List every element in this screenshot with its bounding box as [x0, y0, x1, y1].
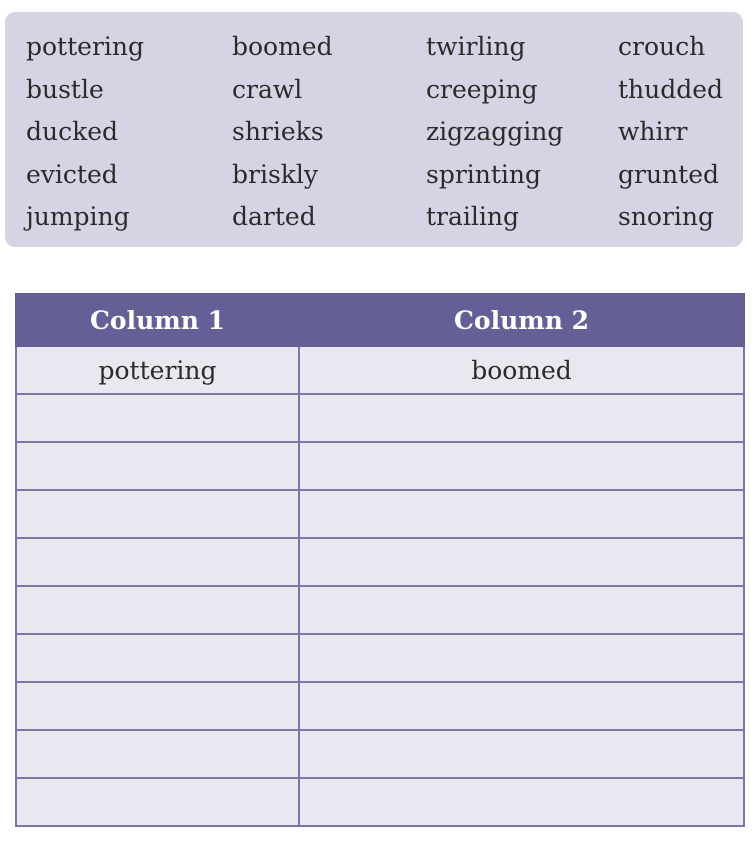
table-header-row — [16, 294, 744, 346]
table-cell[interactable] — [299, 442, 744, 490]
table-row — [16, 346, 744, 394]
word-bank-column-1 — [26, 30, 144, 243]
table-row — [16, 538, 744, 586]
word-item: thudded — [618, 74, 724, 104]
table-row — [16, 778, 744, 826]
table-cell[interactable] — [16, 586, 299, 634]
word-item: crawl — [232, 74, 303, 104]
table-cell[interactable] — [299, 634, 744, 682]
table-row — [16, 730, 744, 778]
table-row — [16, 634, 744, 682]
table-row — [16, 586, 744, 634]
word-item: zigzagging — [426, 117, 564, 146]
word-item: ducked — [26, 117, 119, 146]
word-item: darted — [232, 202, 316, 231]
table-row — [16, 682, 744, 730]
word-item: twirling — [426, 32, 526, 61]
word-bank-column-3 — [426, 30, 563, 243]
table-cell[interactable] — [299, 586, 744, 634]
word-item: grunted — [618, 159, 720, 189]
word-item: jumping — [26, 202, 130, 231]
table-row — [16, 442, 744, 490]
table-cell[interactable] — [16, 682, 299, 730]
table-cell[interactable] — [299, 538, 744, 586]
word-item: boomed — [232, 32, 333, 61]
word-bank-column-4 — [618, 30, 723, 243]
table-cell[interactable] — [16, 442, 299, 490]
table-row — [16, 490, 744, 538]
table-cell[interactable] — [299, 730, 744, 778]
table-row — [16, 394, 744, 442]
table-cell[interactable] — [299, 394, 744, 442]
word-bank-column-2 — [232, 30, 333, 243]
table-cell[interactable] — [16, 538, 299, 586]
table-cell[interactable] — [299, 490, 744, 538]
word-item: briskly — [232, 159, 319, 189]
table-cell[interactable] — [16, 634, 299, 682]
word-item: bustle — [26, 74, 104, 104]
word-item: whirr — [618, 117, 688, 146]
table-cell[interactable] — [16, 490, 299, 538]
table-cell[interactable] — [16, 394, 299, 442]
word-item: shrieks — [232, 117, 324, 146]
word-item: pottering — [26, 32, 144, 61]
word-item: crouch — [618, 32, 706, 61]
table-cell[interactable] — [299, 682, 744, 730]
word-item: sprinting — [426, 159, 542, 189]
word-bank — [5, 12, 743, 247]
word-item: trailing — [426, 202, 519, 231]
table-cell[interactable] — [299, 778, 744, 826]
table-cell[interactable]: boomed — [299, 346, 744, 394]
table-cell[interactable] — [16, 730, 299, 778]
table-cell[interactable] — [16, 778, 299, 826]
word-item: evicted — [26, 159, 118, 189]
column-2-header: Column 2 — [299, 294, 744, 346]
word-item: snoring — [618, 202, 715, 231]
column-1-header: Column 1 — [16, 294, 299, 346]
word-item: creeping — [426, 74, 538, 104]
sorting-table — [15, 293, 745, 827]
table-cell[interactable]: pottering — [16, 346, 299, 394]
